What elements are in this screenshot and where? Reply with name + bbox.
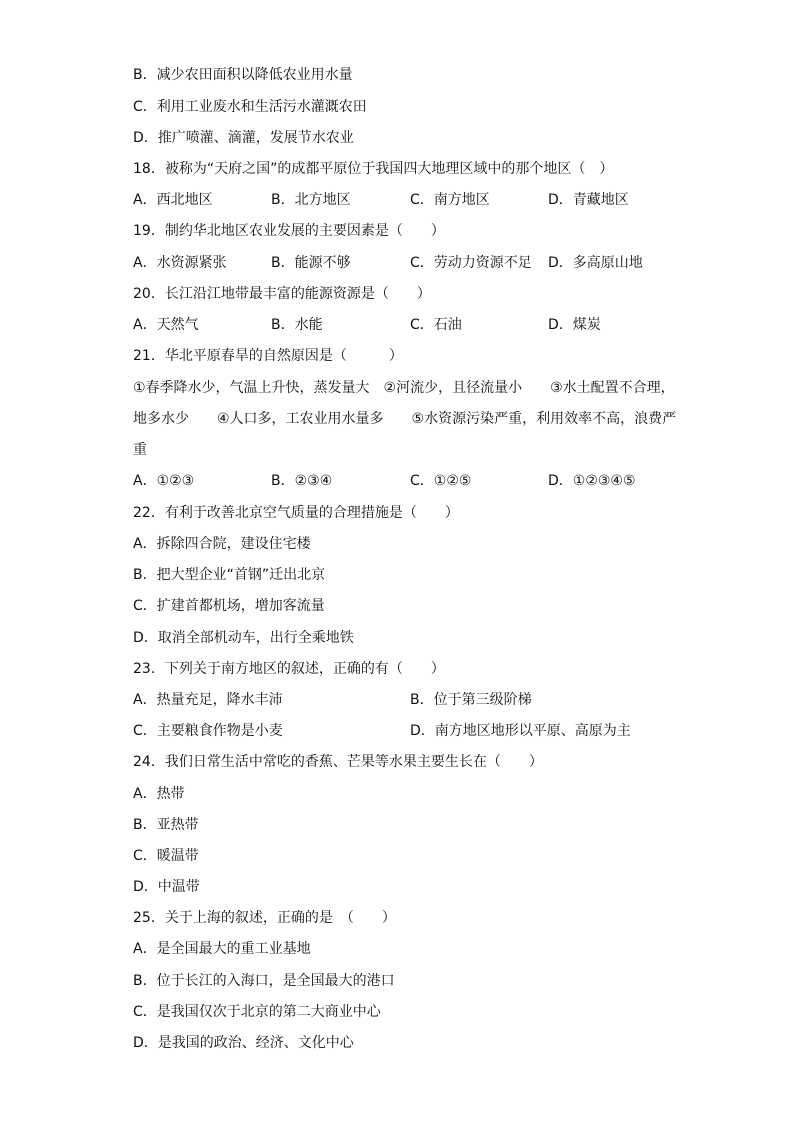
q19-options	[133, 255, 673, 271]
q17-option-d: D．推广喷灌、滴灌，发展节水农业	[133, 130, 354, 146]
q18-option-c: C．南方地区	[410, 192, 490, 208]
q17-option-c: C．利用工业废水和生活污水灌溉农田	[133, 99, 367, 115]
question-20: 20．长江沿江地带最丰富的能源资源是（ ）	[133, 286, 431, 302]
q24-option-b: B．亚热带	[133, 817, 199, 833]
q23-option-c: C．主要粮食作物是小麦	[133, 723, 283, 739]
q20-option-d: D．煤炭	[548, 317, 601, 333]
q20-option-a: A．天然气	[133, 317, 199, 333]
q19-option-a: A．水资源紧张	[133, 255, 227, 271]
q22-option-d: D．取消全部机动车，出行全乘地铁	[133, 630, 354, 646]
q23-options-row-2	[133, 723, 673, 739]
q23-option-a: A．热量充足，降水丰沛	[133, 692, 283, 708]
question-19: 19．制约华北地区农业发展的主要因素是（ ）	[133, 223, 445, 239]
q24-option-c: C．暖温带	[133, 848, 199, 864]
q20-option-c: C．石油	[410, 317, 462, 333]
q21-option-d: D．①②③④⑤	[548, 473, 636, 489]
q19-option-b: B．能源不够	[271, 255, 351, 271]
q25-option-b: B．位于长江的入海口，是全国最大的港口	[133, 973, 395, 989]
q21-option-a: A．①②③	[133, 473, 195, 489]
q21-option-b: B．②③④	[271, 473, 333, 489]
q19-option-d: D．多高原山地	[548, 255, 643, 271]
q17-option-b: B．减少农田面积以降低农业用水量	[133, 67, 353, 83]
q21-options	[133, 473, 673, 489]
q21-statement-line-2: 地多水少 ④人口多，工农业用水量多 ⑤水资源污染严重，利用效率不高，浪费严	[133, 411, 677, 427]
question-22: 22．有利于改善北京空气质量的合理措施是（ ）	[133, 505, 459, 521]
q20-options	[133, 317, 673, 333]
q25-option-c: C．是我国仅次于北京的第二大商业中心	[133, 1004, 381, 1020]
q22-option-b: B．把大型企业“首钢”迁出北京	[133, 567, 326, 583]
q23-option-d: D．南方地区地形以平原、高原为主	[410, 723, 631, 739]
q25-option-a: A．是全国最大的重工业基地	[133, 941, 311, 957]
q22-option-a: A．拆除四合院，建设住宅楼	[133, 536, 311, 552]
q18-options	[133, 192, 673, 208]
q24-option-a: A．热带	[133, 786, 185, 802]
question-18: 18．被称为“天府之国”的成都平原位于我国四大地理区域中的那个地区（ ）	[133, 161, 614, 177]
q20-option-b: B．水能	[271, 317, 323, 333]
q18-option-b: B．北方地区	[271, 192, 351, 208]
question-24: 24．我们日常生活中常吃的香蕉、芒果等水果主要生长在（ ）	[133, 754, 543, 770]
q23-option-b: B．位于第三级阶梯	[410, 692, 532, 708]
question-23: 23．下列关于南方地区的叙述，正确的有（ ）	[133, 661, 445, 677]
q21-statement-line-1: ①春季降水少，气温上升快，蒸发量大 ②河流少，且径流量小 ③水土配置不合理，	[133, 380, 675, 396]
question-21: 21．华北平原春旱的自然原因是（ ）	[133, 348, 403, 364]
q21-statement-line-3: 重	[133, 442, 147, 458]
q22-option-c: C．扩建首都机场，增加客流量	[133, 598, 325, 614]
q18-option-d: D．青藏地区	[548, 192, 629, 208]
q21-option-c: C．①②⑤	[410, 473, 472, 489]
q23-options-row-1	[133, 692, 673, 708]
question-25: 25．关于上海的叙述，正确的是 （ ）	[133, 910, 396, 926]
q25-option-d: D．是我国的政治、经济、文化中心	[133, 1035, 354, 1051]
q24-option-d: D．中温带	[133, 879, 200, 895]
q19-option-c: C．劳动力资源不足	[410, 255, 532, 271]
q18-option-a: A．西北地区	[133, 192, 213, 208]
